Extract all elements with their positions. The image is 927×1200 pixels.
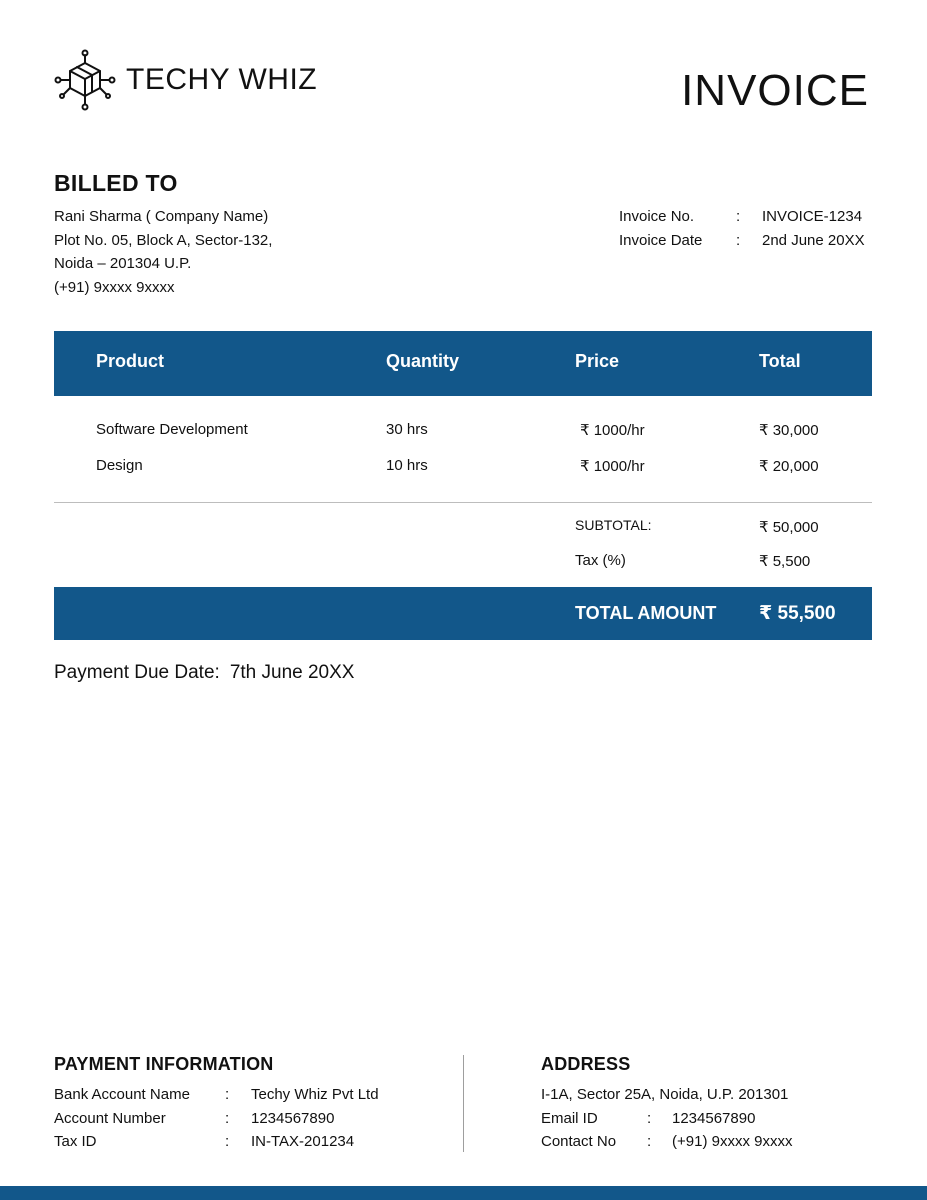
brand-name: TECHY WHIZ bbox=[126, 63, 318, 96]
table-header bbox=[54, 331, 872, 396]
colon: : bbox=[647, 1133, 652, 1150]
tax-label: Tax (%) bbox=[575, 552, 626, 569]
address-row bbox=[541, 1107, 792, 1131]
address-info bbox=[541, 1083, 792, 1154]
colon: : bbox=[647, 1109, 652, 1127]
address-heading: ADDRESS bbox=[541, 1054, 631, 1074]
row-quantity: 30 hrs bbox=[386, 421, 428, 438]
subtotal-label: SUBTOTAL: bbox=[575, 517, 652, 533]
invoice-number-label: Invoice No. bbox=[619, 208, 695, 225]
billed-to-heading: BILLED TO bbox=[54, 170, 178, 196]
payment-due-label: Payment Due Date: bbox=[54, 662, 220, 683]
invoice-number-value: INVOICE-1234 bbox=[762, 208, 863, 225]
billed-to-city: Noida – 201304 U.P. bbox=[54, 255, 192, 272]
account-number-label: Account Number bbox=[54, 1109, 166, 1127]
table-row bbox=[54, 457, 872, 481]
billed-to-name: Rani Sharma ( Company Name) bbox=[54, 208, 269, 225]
table-row bbox=[54, 421, 872, 445]
payment-info-row bbox=[54, 1083, 379, 1107]
subtotal-row bbox=[54, 516, 872, 538]
colon: : bbox=[736, 231, 741, 249]
colon: : bbox=[225, 1086, 230, 1103]
billed-to-phone: (+91) 9xxxx 9xxxx bbox=[54, 278, 175, 296]
payment-info bbox=[54, 1083, 379, 1154]
payment-info-row bbox=[54, 1130, 379, 1154]
email-label: Email ID bbox=[541, 1109, 598, 1127]
colon: : bbox=[736, 208, 741, 225]
bank-account-name-value: Techy Whiz Pvt Ltd bbox=[251, 1086, 379, 1103]
row-product: Software Development bbox=[96, 421, 248, 438]
payment-info-row bbox=[54, 1107, 379, 1131]
billed-to-address-line: Plot No. 05, Block A, Sector-132, bbox=[54, 231, 273, 249]
invoice-meta bbox=[619, 205, 865, 252]
row-price: ₹ 1000/hr bbox=[580, 458, 645, 475]
row-total: ₹ 20,000 bbox=[759, 458, 819, 475]
contact-value: (+91) 9xxxx 9xxxx bbox=[672, 1133, 793, 1150]
account-number-value: 1234567890 bbox=[251, 1109, 335, 1127]
payment-due-value: 7th June 20XX bbox=[229, 662, 355, 683]
row-total: ₹ 30,000 bbox=[759, 422, 819, 439]
network-cube-icon bbox=[54, 49, 116, 116]
total-amount-label: TOTAL AMOUNT bbox=[575, 603, 717, 623]
column-header-quantity: Quantity bbox=[386, 351, 460, 371]
tax-id-value: IN-TAX-201234 bbox=[251, 1133, 355, 1150]
column-header-price: Price bbox=[575, 351, 620, 371]
email-value: 1234567890 bbox=[672, 1109, 756, 1127]
footer-divider bbox=[463, 1055, 464, 1152]
tax-value: ₹ 5,500 bbox=[759, 553, 811, 570]
brand-logo bbox=[54, 52, 317, 112]
payment-due bbox=[54, 662, 354, 684]
billed-to-address bbox=[54, 205, 272, 299]
payment-info-heading: PAYMENT INFORMATION bbox=[54, 1054, 274, 1074]
colon: : bbox=[225, 1109, 230, 1127]
contact-label: Contact No bbox=[541, 1133, 617, 1150]
address-row bbox=[541, 1130, 792, 1154]
invoice-date-label: Invoice Date bbox=[619, 231, 703, 249]
subtotal-value: ₹ 50,000 bbox=[759, 519, 819, 536]
tax-id-label: Tax ID bbox=[54, 1133, 97, 1150]
invoice-number-row bbox=[619, 205, 865, 229]
row-product: Design bbox=[96, 457, 143, 474]
row-price: ₹ 1000/hr bbox=[580, 422, 645, 439]
column-header-total: Total bbox=[759, 351, 801, 371]
invoice-date-value: 2nd June 20XX bbox=[762, 231, 865, 249]
bank-account-name-label: Bank Account Name bbox=[54, 1086, 190, 1103]
total-amount-value: ₹ 55,500 bbox=[759, 603, 836, 624]
bottom-accent-bar bbox=[0, 1186, 927, 1200]
address-line: I-1A, Sector 25A, Noida, U.P. 201301 bbox=[541, 1086, 789, 1103]
total-amount-bar bbox=[54, 587, 872, 640]
colon: : bbox=[225, 1133, 230, 1150]
document-title: INVOICE bbox=[681, 66, 869, 115]
table-divider bbox=[54, 502, 872, 503]
row-quantity: 10 hrs bbox=[386, 457, 428, 474]
column-header-product: Product bbox=[96, 351, 165, 371]
tax-row bbox=[54, 552, 872, 574]
invoice-date-row bbox=[619, 229, 865, 253]
